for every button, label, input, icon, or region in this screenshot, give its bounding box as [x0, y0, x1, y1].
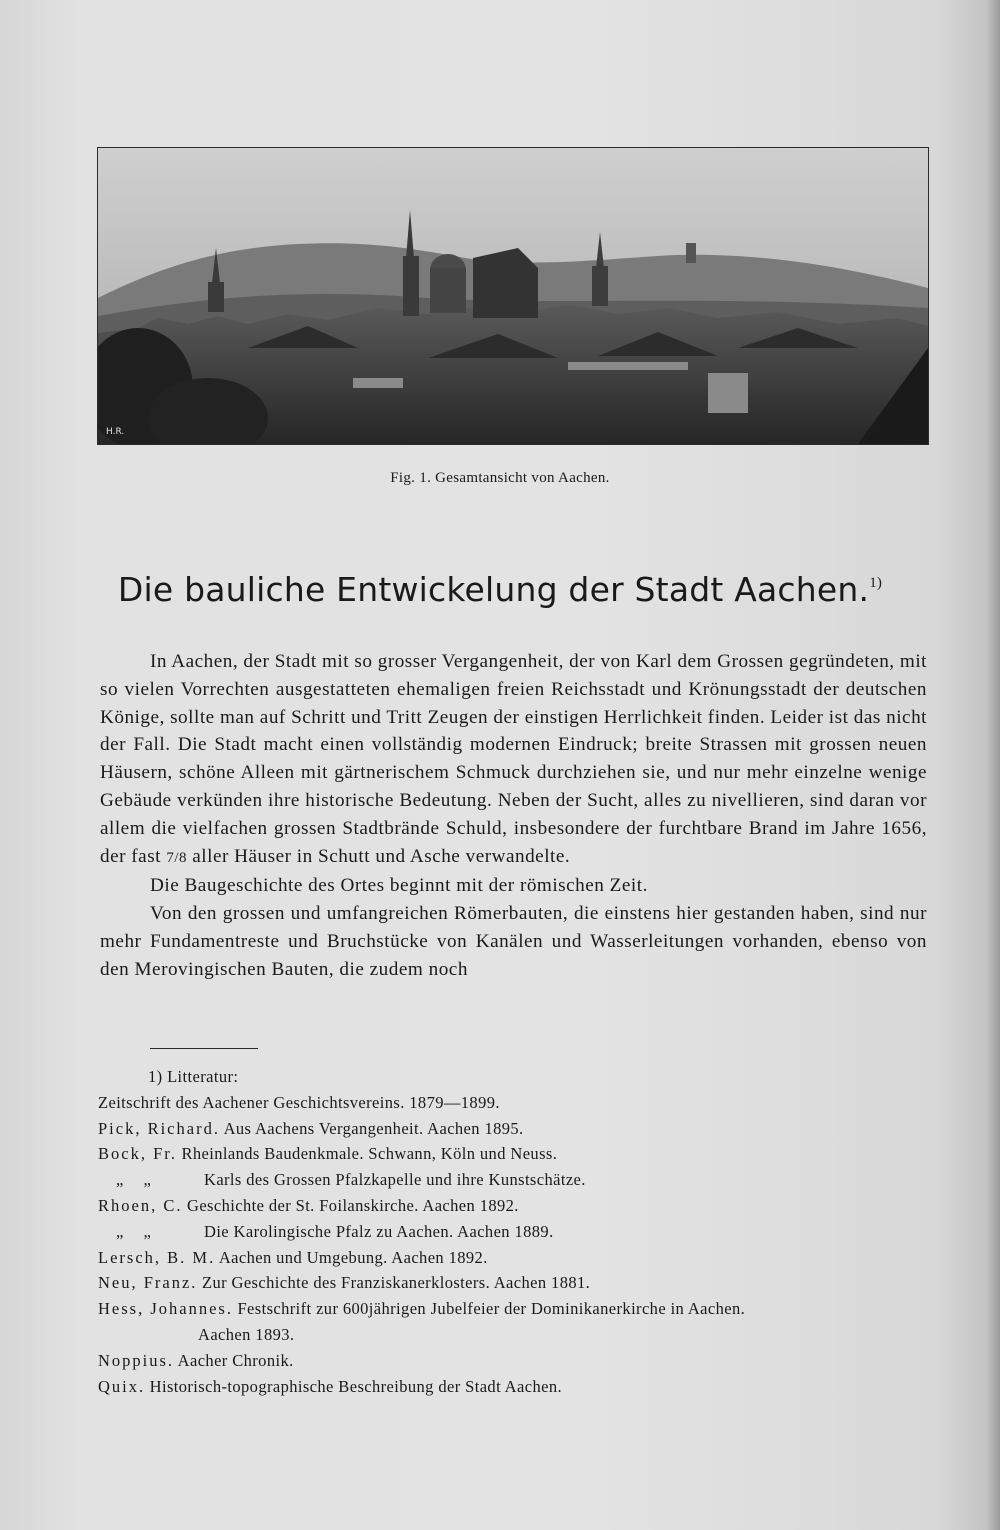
footnote-author: Pick, Richard. — [98, 1118, 220, 1138]
city-panorama-image — [98, 148, 928, 444]
footnote-text: Aacher Chronik. — [177, 1350, 294, 1370]
footnote-entry — [98, 1141, 938, 1167]
paragraph-1-part-1: In Aachen, der Stadt mit so grosser Vergangenheit, der von Karl dem Grossen gegründeten, mit so vielen Vorrechten ausgestatteten ehemaligen freien Reichsstadt und Krönungsstadt der deutschen Könige, sollte man auf Schritt und Tritt Zeugen der einstigen Herrlichkeit finden. Leider ist das nicht der Fall. Die Stadt macht einen vollständig modernen Eindruck; breite Strassen mit grossen neuen Häusern, schöne Alleen mit gärtnerischem Schmuck durchziehen sie, und nur mehr einzelne wenige Gebäude verkünden ihre historische Bedeutung. Neben der Sucht, alles zu nivellieren, sind daran vor allem die vielfachen grossen Stadtbrände Schuld, insbesondere der furchtbare Brand im Jahre 1656, der fast — [100, 651, 927, 867]
footnote-entry — [98, 1219, 938, 1245]
book-spine-shadow — [986, 0, 1000, 1530]
footnote-rule — [150, 1048, 258, 1049]
chapter-title — [0, 570, 1000, 609]
footnote-entry — [98, 1270, 938, 1296]
footnote-text: Rheinlands Baudenkmale. Schwann, Köln und Neuss. — [181, 1144, 558, 1164]
footnote-entry — [98, 1116, 938, 1142]
footnote-ditto-mark: „ „ — [116, 1170, 159, 1190]
footnote-text: Zur Geschichte des Franziskanerklosters. Aachen 1881. — [201, 1273, 591, 1293]
footnote-author: Quix. — [98, 1376, 146, 1396]
figure-caption: Fig. 1. Gesamtansicht von Aachen. — [390, 470, 610, 486]
footnote-text: Aachen und Umgebung. Aachen 1892. — [218, 1247, 488, 1267]
footnote-heading: 1) Litteratur: — [148, 1067, 239, 1086]
paragraph-2: Die Baugeschichte des Ortes beginnt mit der römischen Zeit. — [150, 875, 648, 897]
footnote-entry — [98, 1167, 938, 1193]
footnote-entry — [98, 1193, 938, 1219]
footnote-author: Lersch, B. M. — [98, 1247, 216, 1267]
footnote-text: Geschichte der St. Foilanskirche. Aachen 1892. — [187, 1195, 519, 1215]
footnote-entry — [98, 1296, 938, 1322]
footnote-ditto-mark: „ „ — [116, 1221, 159, 1241]
footnote-entry — [98, 1348, 938, 1374]
footnote-author: Bock, Fr. — [98, 1144, 177, 1164]
footnote-text: Festschrift zur 600jährigen Jubelfeier der Dominikanerkirche in Aachen. — [237, 1299, 746, 1319]
footnote-text: Aachen 1893. — [198, 1324, 295, 1344]
footnote-author: Rhoen, C. — [98, 1195, 183, 1215]
footnotes — [98, 1064, 938, 1399]
footnote-entry — [98, 1374, 938, 1400]
footnote-author: Hess, Johannes. — [98, 1299, 233, 1319]
footnote-text: Aus Aachens Vergangenheit. Aachen 1895. — [223, 1118, 524, 1138]
footnote-entry — [98, 1245, 938, 1271]
footnote-text: Historisch-topographische Beschreibung der Stadt Aachen. — [149, 1376, 562, 1396]
footnote-text: Karls des Grossen Pfalzkapelle und ihre Kunstschätze. — [204, 1170, 586, 1190]
paragraph-3: Von den grossen und umfangreichen Römerbauten, die einstens hier gestanden haben, sind nur mehr Fundamentreste und Bruchstücke von Kanälen und Wasserleitungen vorhanden, ebenso von den Merovingischen Bauten, die zudem noch — [100, 903, 927, 980]
footnote-entry-continuation — [98, 1322, 938, 1348]
photographer-monogram: H.R. — [106, 427, 125, 437]
footnote-text: Zeitschrift des Aachener Geschichtsvereins. 1879—1899. — [98, 1092, 500, 1112]
title-footnote-mark: 1) — [869, 575, 883, 591]
fraction: 7/8 — [166, 849, 187, 866]
city-panorama-figure — [97, 147, 929, 445]
paragraph-1-part-2: aller Häuser in Schutt und Asche verwandelte. — [192, 845, 571, 867]
chapter-title-text: Die bauliche Entwickelung der Stadt Aachen. — [117, 570, 870, 609]
footnote-author: Noppius. — [98, 1350, 175, 1370]
footnote-entry — [98, 1090, 938, 1116]
paragraph-1 — [100, 648, 927, 872]
footnote-text: Die Karolingische Pfalz zu Aachen. Aachen 1889. — [204, 1221, 554, 1241]
body-text — [100, 648, 927, 984]
footnote-author: Neu, Franz. — [98, 1273, 198, 1293]
